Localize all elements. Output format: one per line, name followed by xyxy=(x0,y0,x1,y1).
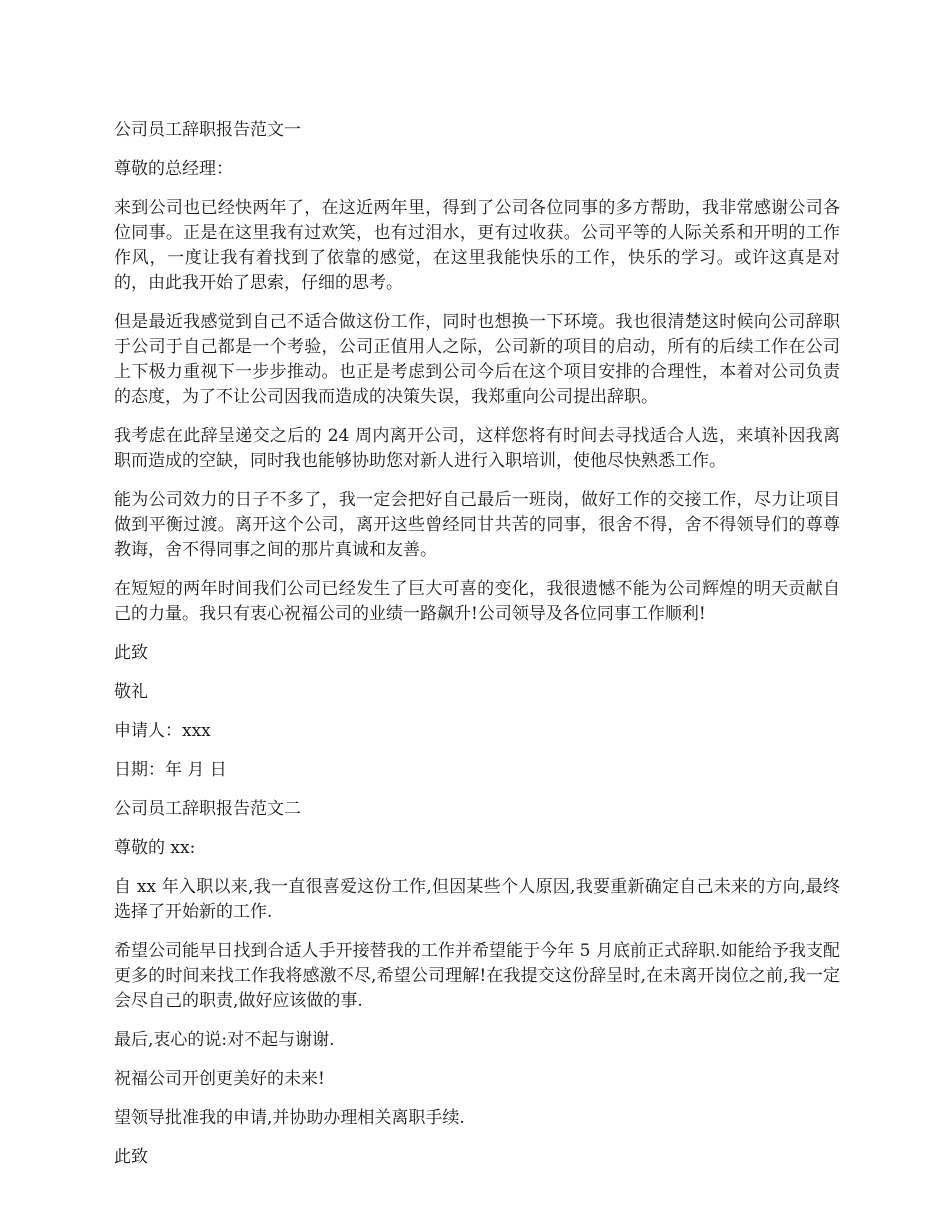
body-paragraph: 最后,衷心的说:对不起与谢谢. xyxy=(114,1030,335,1050)
salutation-2: 尊敬的 xx: xyxy=(114,838,196,858)
body-paragraph: 望领导批准我的申请,并协助办理相关离职手续. xyxy=(114,1108,465,1128)
body-paragraph: 能为公司效力的日子不多了，我一定会把好自己最后一班岗，做好工作的交接工作，尽力让项目做到平衡过渡。离开这个公司，离开这些曾经同甘共苦的同事，很舍不得，舍不得领导们的尊尊教诲，舍不得同事之间的那片真诚和友善。 xyxy=(114,490,840,560)
salutation-1: 尊敬的总经理： xyxy=(114,159,233,179)
closing-line: 敬礼 xyxy=(114,682,148,702)
applicant-line: 申请人：xxx xyxy=(114,721,211,741)
body-paragraph: 在短短的两年时间我们公司已经发生了巨大可喜的变化，我很遗憾不能为公司辉煌的明天贡献自己的力量。我只有衷心祝福公司的业绩一路飙升!公司领导及各位同事工作顺利! xyxy=(114,579,840,624)
body-paragraph: 祝福公司开创更美好的未来! xyxy=(114,1069,325,1089)
body-paragraph: 自 xx 年入职以来,我一直很喜爱这份工作,但因某些个人原因,我要重新确定自己未来的方向,最终选择了开始新的工作. xyxy=(114,877,840,922)
document-body xyxy=(114,118,840,1184)
date-line: 日期：年 月 日 xyxy=(114,760,227,780)
body-paragraph: 我考虑在此辞呈递交之后的 24 周内离开公司，这样您将有时间去寻找适合人选，来填补因我离职而造成的空缺，同时我也能够协助您对新人进行入职培训，使他尽快熟悉工作。 xyxy=(114,426,840,471)
body-paragraph: 希望公司能早日找到合适人手开接替我的工作并希望能于今年 5 月底前正式辞职.如能给予我支配更多的时间来找工作我将感激不尽,希望公司理解!在我提交这份辞呈时,在未离开岗位之前,我一定会尽自己的职责,做好应该做的事. xyxy=(114,941,840,1011)
closing-line: 此致 xyxy=(114,1147,148,1167)
body-paragraph: 来到公司也已经快两年了，在这近两年里，得到了公司各位同事的多方帮助，我非常感谢公司各位同事。正是在这里我有过欢笑，也有过泪水，更有过收获。公司平等的人际关系和开明的工作作风，一度让我有着找到了依靠的感觉，在这里我能快乐的工作，快乐的学习。或许这真是对的，由此我开始了思索，仔细的思考。 xyxy=(114,198,840,293)
body-paragraph: 但是最近我感觉到自己不适合做这份工作，同时也想换一下环境。我也很清楚这时候向公司辞职于公司于自己都是一个考验，公司正值用人之际，公司新的项目的启动，所有的后续工作在公司上下极力重视下一步步推动。也正是考虑到公司今后在这个项目安排的合理性，本着对公司负责的态度，为了不让公司因我而造成的决策失误，我郑重向公司提出辞职。 xyxy=(114,312,840,407)
section-title-2: 公司员工辞职报告范文二 xyxy=(114,799,301,819)
section-title-1: 公司员工辞职报告范文一 xyxy=(114,120,301,140)
closing-line: 此致 xyxy=(114,643,148,663)
